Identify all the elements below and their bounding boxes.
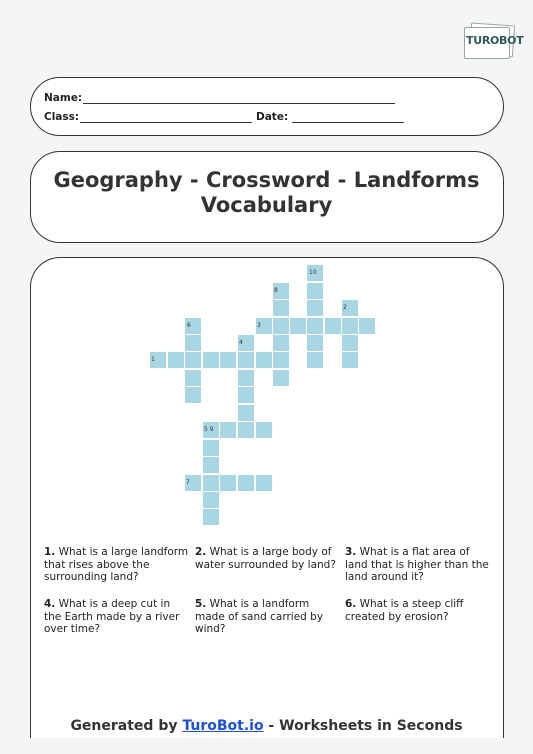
crossword-cell[interactable] bbox=[342, 318, 358, 334]
class-field bbox=[44, 111, 252, 123]
crossword-cell[interactable] bbox=[185, 387, 201, 403]
crossword-cell[interactable] bbox=[238, 370, 254, 386]
grid-number: 10 bbox=[309, 269, 317, 276]
grid-number: 4 bbox=[239, 339, 243, 346]
turobot-logo bbox=[462, 24, 524, 58]
crossword-cell[interactable] bbox=[238, 352, 254, 368]
clue-text: What is a large body of water surrounded by land? bbox=[195, 546, 336, 571]
crossword-cell[interactable] bbox=[238, 422, 254, 438]
crossword-cell[interactable] bbox=[307, 318, 323, 334]
clue-number: 5. bbox=[195, 598, 207, 610]
crossword-cell[interactable] bbox=[273, 352, 289, 368]
grid-number: 1 bbox=[151, 356, 155, 363]
title-line-1: Geography - Crossword - Landforms bbox=[53, 168, 480, 192]
crossword-cell[interactable] bbox=[273, 300, 289, 316]
crossword-cell[interactable] bbox=[238, 387, 254, 403]
crossword-cell[interactable] bbox=[203, 457, 219, 473]
clue-number: 3. bbox=[345, 546, 357, 558]
crossword-cell[interactable] bbox=[238, 475, 254, 491]
clue-5 bbox=[195, 598, 341, 636]
crossword-cell[interactable] bbox=[290, 318, 306, 334]
crossword-cell[interactable] bbox=[342, 335, 358, 351]
turobot-link[interactable]: TuroBot.io bbox=[182, 718, 264, 734]
clue-text: What is a steep cliff created by erosion? bbox=[345, 598, 464, 623]
clue-number: 1. bbox=[44, 546, 56, 558]
crossword-cell[interactable] bbox=[273, 335, 289, 351]
crossword-cell[interactable] bbox=[307, 335, 323, 351]
title-line-2: Vocabulary bbox=[200, 193, 333, 217]
crossword-cell[interactable] bbox=[307, 283, 323, 299]
clue-number: 4. bbox=[44, 598, 56, 610]
crossword-cell[interactable] bbox=[307, 300, 323, 316]
clue-text: What is a landform made of sand carried by wind? bbox=[195, 598, 324, 635]
clue-text: What is a deep cut in the Earth made by a river over time? bbox=[44, 598, 180, 635]
name-input-line[interactable] bbox=[83, 93, 395, 104]
grid-number: 5 9 bbox=[204, 426, 214, 433]
crossword-cell[interactable] bbox=[256, 422, 272, 438]
clue-number: 6. bbox=[345, 598, 357, 610]
crossword-cell[interactable] bbox=[342, 352, 358, 368]
date-input-line[interactable] bbox=[292, 112, 404, 123]
grid-number: 8 bbox=[274, 287, 278, 294]
date-field bbox=[256, 111, 404, 123]
crossword-cell[interactable] bbox=[203, 509, 219, 525]
crossword-cell[interactable] bbox=[185, 370, 201, 386]
date-label: Date: bbox=[256, 111, 289, 123]
crossword-cell[interactable] bbox=[220, 475, 236, 491]
clue-number: 2. bbox=[195, 546, 207, 558]
clue-1 bbox=[44, 546, 190, 584]
grid-number: 2 bbox=[343, 304, 347, 311]
crossword-cell[interactable] bbox=[256, 475, 272, 491]
student-info-box bbox=[30, 77, 504, 136]
crossword-cell[interactable] bbox=[185, 352, 201, 368]
crossword-cell[interactable] bbox=[203, 492, 219, 508]
footer-suffix: - Worksheets in Seconds bbox=[263, 718, 463, 734]
clue-text: What is a large landform that rises above the surrounding land? bbox=[44, 546, 189, 583]
footer bbox=[0, 718, 533, 734]
crossword-cell[interactable] bbox=[273, 370, 289, 386]
crossword-cell[interactable] bbox=[307, 352, 323, 368]
class-input-line[interactable] bbox=[80, 112, 252, 123]
crossword-cell[interactable] bbox=[325, 318, 341, 334]
name-label: Name: bbox=[44, 92, 83, 104]
crossword-cell[interactable] bbox=[256, 352, 272, 368]
crossword-cell[interactable] bbox=[203, 352, 219, 368]
crossword-cell[interactable] bbox=[168, 352, 184, 368]
crossword-cell[interactable] bbox=[359, 318, 375, 334]
crossword-cell[interactable] bbox=[220, 422, 236, 438]
page-title bbox=[0, 168, 533, 218]
grid-number: 7 bbox=[186, 479, 190, 486]
clue-6 bbox=[345, 598, 491, 623]
crossword-cell[interactable] bbox=[273, 318, 289, 334]
clue-3 bbox=[345, 546, 491, 584]
crossword-cell[interactable] bbox=[220, 352, 236, 368]
logo-text: TUROBOT bbox=[466, 34, 524, 47]
crossword-cell[interactable] bbox=[203, 440, 219, 456]
crossword-cell[interactable] bbox=[203, 475, 219, 491]
clue-4 bbox=[44, 598, 190, 636]
clue-2 bbox=[195, 546, 341, 571]
grid-number: 3 bbox=[257, 322, 261, 329]
class-label: Class: bbox=[44, 111, 80, 123]
grid-number: 6 bbox=[187, 322, 191, 329]
crossword-cell[interactable] bbox=[185, 335, 201, 351]
crossword-cell[interactable] bbox=[238, 405, 254, 421]
footer-prefix: Generated by bbox=[70, 718, 183, 734]
clue-text: What is a flat area of land that is higher than the land around it? bbox=[345, 546, 489, 583]
name-field bbox=[44, 92, 395, 104]
